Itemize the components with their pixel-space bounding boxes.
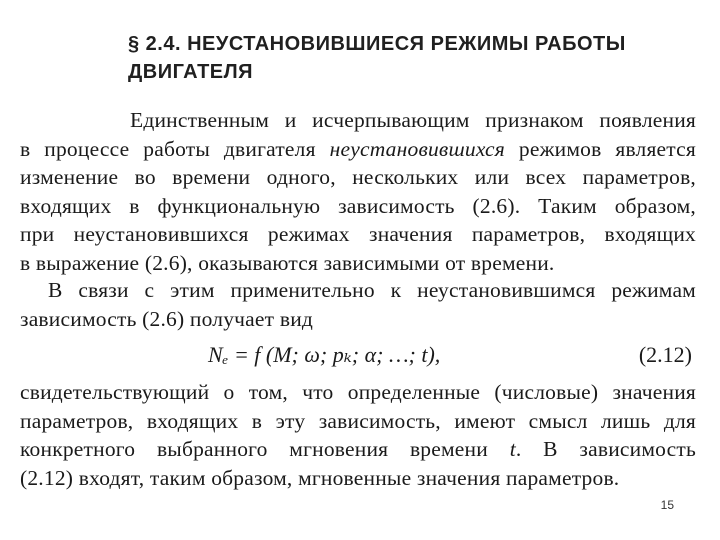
page-number: 15 <box>660 498 674 512</box>
paragraph-2 <box>20 276 696 333</box>
paragraph-line: при неустановившихся режимах значения параметров, входящих <box>20 222 696 246</box>
paragraph-line: зависимость (2.6) получает вид <box>20 306 314 331</box>
section-heading-line-2: ДВИГАТЕЛЯ <box>128 61 254 83</box>
formula-number: (2.12) <box>638 342 692 367</box>
paragraph-line: (2.12) входят, таким образом, мгновенные значения параметров. <box>20 465 620 490</box>
paragraph-1 <box>20 106 696 277</box>
paragraph-line: в выражение (2.6), оказываются зависимыми от времени. <box>20 250 555 275</box>
paragraph-line: В связи с этим применительно к неустановившимся режимам <box>48 278 696 302</box>
paragraph-line: в процессе работы двигателя неустановившихся режимов является <box>20 136 696 161</box>
paragraph-line: изменение во времени одного, нескольких или всех параметров, <box>20 165 696 189</box>
paragraph-line: конкретного выбранного мгновения времени t. В зависимость <box>20 437 696 461</box>
section-heading <box>128 30 648 86</box>
formula-expression: Nₑ = f (M; ω; pₖ; α; …; t), <box>208 342 441 367</box>
section-heading-line-1: § 2.4. НЕУСТАНОВИВШИЕСЯ РЕЖИМЫ РАБОТЫ <box>128 33 626 55</box>
paragraph-line: параметров, входящих в эту зависимость, имеют смысл лишь для <box>20 408 696 433</box>
paragraph-line: свидетельствующий о том, что определенные (числовые) значения <box>20 380 696 404</box>
formula-2-12 <box>20 340 696 372</box>
paragraph-3 <box>20 378 696 492</box>
paragraph-line: входящих в функциональную зависимость (2.6). Таким образом, <box>20 193 696 218</box>
paragraph-line: Единственным и исчерпывающим признаком появления <box>130 108 696 132</box>
